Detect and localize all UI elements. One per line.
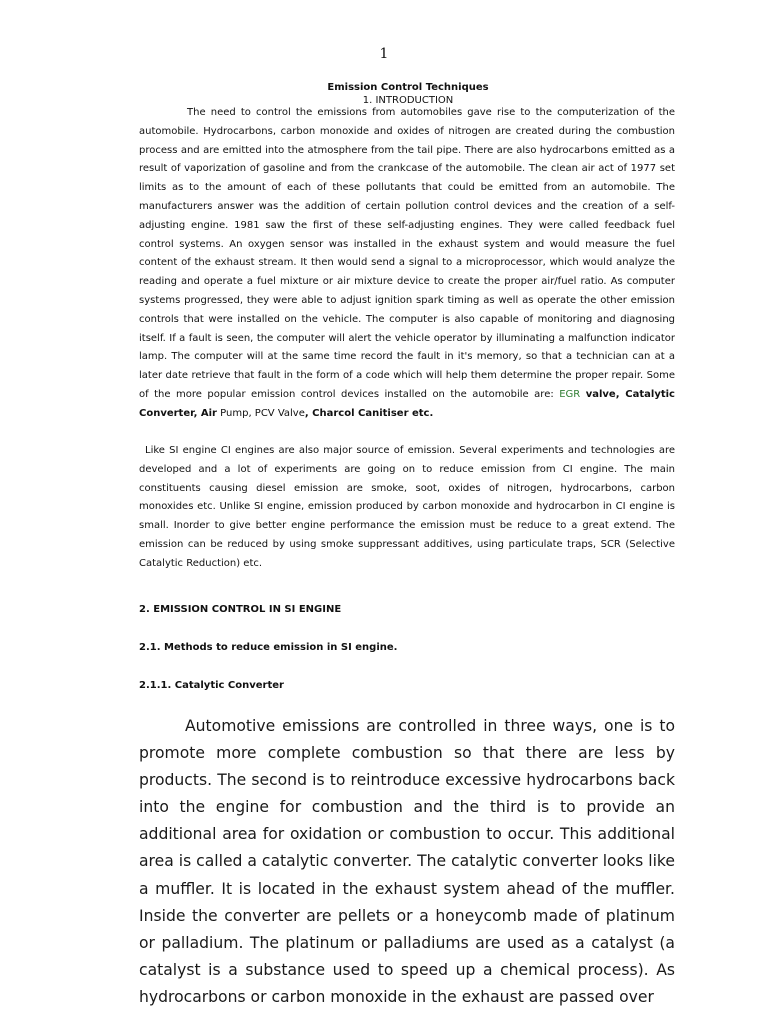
section-2-heading: 2. EMISSION CONTROL IN SI ENGINE [139,604,342,615]
catalytic-converter-paragraph: Automotive emissions are controlled in three ways, one is to promote more complete combustion so that there are less by products. The second is to reintroduce excessive hydrocarbons back into the engine for combustion and the third is to provide an additional area for oxidation or combustion to occur. This additional area is called a catalytic converter. The catalytic converter looks like a muffler. It is located in the exhaust system ahead of the muffler. Inside the converter are pellets or a honeycomb made of platinum or palladium. The platinum or palladiums are used as a catalyst (a catalyst is a substance used to speed up a chemical process). As hydrocarbons or carbon monoxide in the exhaust are passed over [139,717,675,1006]
devices-bold-tail: , Charcol Canitiser etc. [304,407,434,419]
section-2-1-1-heading: 2.1.1. Catalytic Converter [139,680,284,691]
page-number: 1 [379,46,389,62]
section-2-1-heading: 2.1. Methods to reduce emission in SI engine. [139,642,398,653]
document-title: Emission Control Techniques [327,82,489,93]
devices-plain-list: Pump, PCV Valve [220,407,305,419]
section-1-heading: 1. INTRODUCTION [362,95,454,106]
ci-engine-paragraph: Like SI engine CI engines are also major source of emission. Several experiments and technologies are developed and a lot of experiments are going on to reduce emission from CI engine. The main constituents causing diesel emission are smoke, soot, oxides of nitrogen, hydrocarbons, carbon monoxides etc. Unlike SI engine, emission produced by carbon monoxide and hydrocarbon in CI engine is small. Inorder to give better engine performance the emission must be reduce to a great extend. The emission can be reduced by using smoke suppressant additives, using particulate traps, SCR (Selective Catalytic Reduction) etc. [139,445,675,569]
egr-term: EGR [559,388,581,400]
introduction-text: The need to control the emissions from automobiles gave rise to the computerization of the automobile. Hydrocarbons, carbon monoxide and oxides of nitrogen are created during the combustion process and are emitted into the atmosphere from the tail pipe. There are also hydrocarbons emitted as a result of vaporization of gasoline and from the crankcase of the automobile. The clean air act of 1977 set limits as to the amount of each of these pollutants that could be emitted from an automobile. The manufacturers answer was the addition of certain pollution control devices and the creation of a self-adjusting engine. 1981 saw the first of these self-adjusting engines. They were called feedback fuel control systems. An oxygen sensor was installed in the exhaust system and would measure the fuel content of the exhaust stream. It then would send a signal to a microprocessor, which would analyze the reading and operate a fuel mixture or air mixture device to create the proper air/fuel ratio. As computer systems progressed, they were able to adjust ignition spark timing as well as operate the other emission controls that were installed on the vehicle. The computer is also capable of monitoring and diagnosing itself. If a fault is seen, the computer will alert the vehicle operator by illuminating a malfunction indicator lamp. The computer will at the same time record the fault in it's memory, so that a technician can at a later date retrieve that fault in the form of a code which will help them determine the proper repair. Some of the more popular emission control devices installed on the automobile are: [139,107,675,400]
introduction-paragraph [139,104,675,424]
devices-bold-list: valve, Catalytic Converter, Air [139,388,675,419]
